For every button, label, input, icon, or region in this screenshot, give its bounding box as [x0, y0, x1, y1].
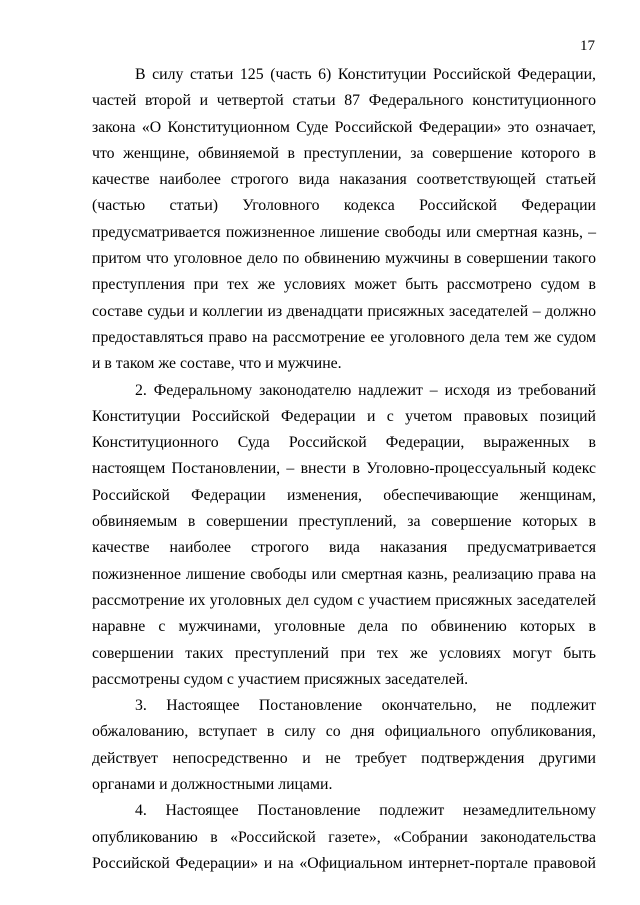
- document-body: [92, 62, 596, 877]
- paragraph-4: 4. Настоящее Постановление подлежит незамедлительному опубликованию в «Российской газете», «Собрании законодательства Российской Федерации» и на «Официальном интернет-портале правовой: [92, 802, 596, 872]
- paragraph-3: 3. Настоящее Постановление окончательно, не подлежит обжалованию, вступает в силу со дня официального опубликования, действует непосредственно и не требует подтверждения другими органами и должностными лицами.: [92, 697, 596, 794]
- page-number: 17: [580, 38, 595, 54]
- paragraph-1: В силу статьи 125 (часть 6) Конституции Российской Федерации, частей второй и четвертой статьи 87 Федерального конституционного закона «О Конституционном Суде Российской Федерации» это означает, что женщине, обвиняемой в преступлении, за совершение которого в качестве наиболее строгого вида наказания соответствующей статьей (частью статьи) Уголовного кодекса Российской Федерации предусматривается пожизненное лишение свободы или смертная казнь, – притом что уголовное дело по обвинению мужчины в совершении такого преступления при тех же условиях может быть рассмотрено судом в составе судьи и коллегии из двенадцати присяжных заседателей – должно предоставляться право на рассмотрение ее уголовного дела тем же судом и в таком же составе, что и мужчине.: [92, 66, 596, 373]
- paragraph-2: 2. Федеральному законодателю надлежит – исходя из требований Конституции Российской Федерации и с учетом правовых позиций Конституционного Суда Российской Федерации, выраженных в настоящем Постановлении, – внести в Уголовно-процессуальный кодекс Российской Федерации изменения, обеспечивающие женщинам, обвиняемым в совершении преступлений, за совершение которых в качестве наиболее строгого вида наказания предусматривается пожизненное лишение свободы или смертная казнь, реализацию права на рассмотрение их уголовных дел судом с участием присяжных заседателей наравне с мужчинами, уголовные дела по обвинению которых в совершении таких преступлений при тех же условиях могут быть рассмотрены судом с участием присяжных заседателей.: [92, 381, 596, 688]
